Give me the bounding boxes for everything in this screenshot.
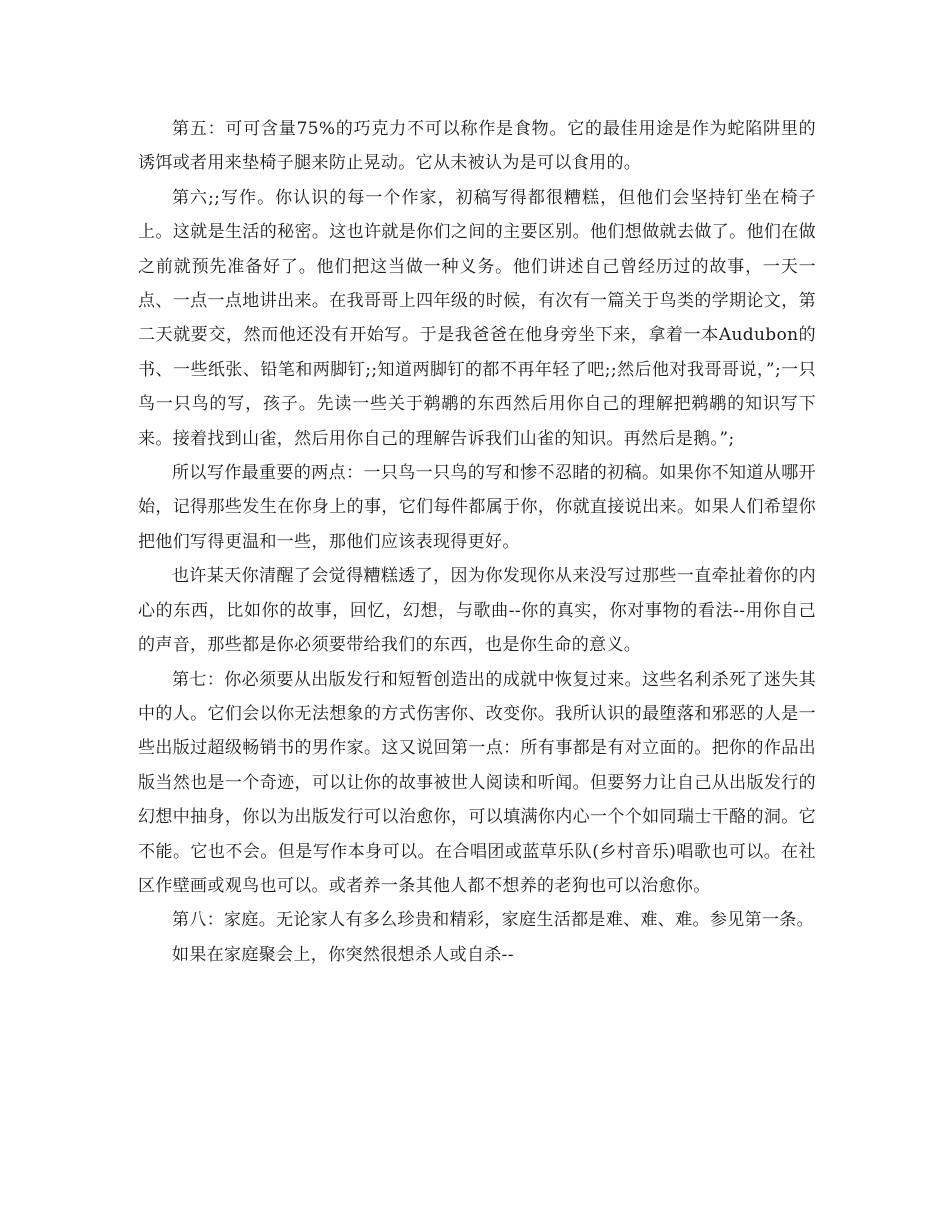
paragraph-family-gathering: 如果在家庭聚会上，你突然很想杀人或自杀-- — [172, 944, 514, 965]
paragraph-someday: 也许某天你清醒了会觉得糟糕透了，因为你发现你从来没写过那些一直牵扯着你的内心的东西，比如你的故事，回忆，幻想，与歌曲--你的真实，你对事物的看法--用你自己的声音，那些都是你必须要带给我们的东西，也是你生命的意义。 — [138, 566, 816, 656]
paragraph-point-eight: 第八：家庭。无论家人有多么珍贵和精彩，家庭生活都是难、难、难。参见第一条。 — [172, 910, 814, 931]
document-body — [138, 112, 816, 972]
paragraph-point-five: 第五：可可含量75%的巧克力不可以称作是食物。它的最佳用途是作为蛇陷阱里的诱饵或者用来垫椅子腿来防止晃动。它从未被认为是可以食用的。 — [138, 119, 816, 174]
paragraph-point-seven: 第七：你必须要从出版发行和短暂创造出的成就中恢复过来。这些名利杀死了迷失其中的人。它们会以你无法想象的方式伤害你、改变你。我所认识的最堕落和邪恶的人是一些出版过超级畅销书的男作家。这又说回第一点：所有事都是有对立面的。把你的作品出版当然也是一个奇迹，可以让你的故事被世人阅读和听闻。但要努力让自己从出版发行的幻想中抽身，你以为出版发行可以治愈你，可以填满你内心一个个如同瑞士干酪的洞。它不能。它也不会。但是写作本身可以。在合唱团或蓝草乐队(乡村音乐)唱歌也可以。在社区作壁画或观鸟也可以。或者养一条其他人都不想养的老狗也可以治愈你。 — [138, 669, 816, 896]
paragraph-writing-essentials: 所以写作最重要的两点：一只鸟一只鸟的写和惨不忍睹的初稿。如果你不知道从哪开始，记得那些发生在你身上的事，它们每件都属于你，你就直接说出来。如果人们希望你把他们写得更温和一些，那他们应该表现得更好。 — [138, 463, 816, 552]
paragraph-point-six: 第六;;写作。你认识的每一个作家，初稿写得都很糟糕，但他们会坚持钉坐在椅子上。这就是生活的秘密。这也许就是你们之间的主要区别。他们想做就去做了。他们在做之前就预先准备好了。他们把这当做一种义务。他们讲述自己曾经历过的故事，一天一点、一点一点地讲出来。在我哥哥上四年级的时候，有次有一篇关于鸟类的学期论文，第二天就要交，然而他还没有开始写。于是我爸爸在他身旁坐下来，拿着一本Audubon的书、一些纸张、铅笔和两脚钉;;知道两脚钉的都不再年轻了吧;;然后他对我哥哥说，”;一只鸟一只鸟的写，孩子。先读一些关于鹈鹕的东西然后用你自己的理解把鹈鹕的知识写下来。接着找到山雀，然后用你自己的理解告诉我们山雀的知识。再然后是鹅。”; — [138, 187, 816, 449]
